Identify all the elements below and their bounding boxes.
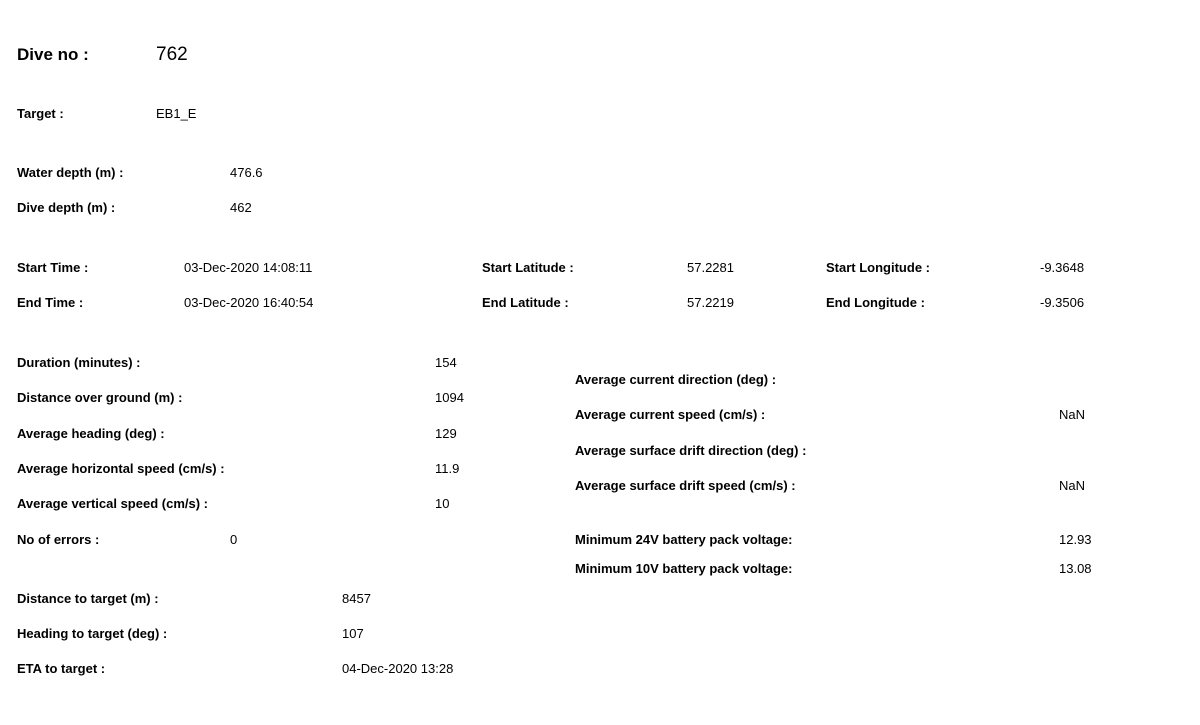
start-time-label: Start Time :	[17, 260, 89, 275]
distance-to-target-label: Distance to target (m) :	[17, 591, 159, 606]
avg-current-speed-value: NaN	[1059, 407, 1086, 422]
avg-heading-value: 129	[435, 426, 457, 441]
heading-to-target-value: 107	[342, 626, 364, 641]
start-latitude-label: Start Latitude :	[482, 260, 574, 275]
start-longitude-label: Start Longitude :	[826, 260, 930, 275]
avg-horizontal-speed-label: Average horizontal speed (cm/s) :	[17, 461, 225, 476]
avg-surface-drift-speed-label: Average surface drift speed (cm/s) :	[575, 478, 796, 493]
end-time-value: 03-Dec-2020 16:40:54	[184, 295, 314, 310]
min-24v-battery-label: Minimum 24V battery pack voltage:	[575, 532, 793, 547]
distance-over-ground-label: Distance over ground (m) :	[17, 390, 183, 405]
target-value: EB1_E	[156, 106, 197, 121]
errors-label: No of errors :	[17, 532, 100, 547]
avg-surface-drift-direction-label: Average surface drift direction (deg) :	[575, 443, 807, 458]
duration-label: Duration (minutes) :	[17, 355, 141, 370]
start-time-value: 03-Dec-2020 14:08:11	[184, 260, 313, 275]
dive-no-value: 762	[156, 44, 188, 65]
min-10v-battery-value: 13.08	[1059, 561, 1092, 576]
distance-over-ground-value: 1094	[435, 390, 464, 405]
dive-no-label: Dive no :	[17, 45, 89, 64]
dive-depth-label: Dive depth (m) :	[17, 200, 116, 215]
avg-horizontal-speed-value: 11.9	[435, 461, 460, 476]
min-24v-battery-value: 12.93	[1059, 532, 1092, 547]
min-10v-battery-label: Minimum 10V battery pack voltage:	[575, 561, 793, 576]
end-longitude-value: -9.3506	[1040, 295, 1085, 310]
end-latitude-value: 57.2219	[687, 295, 734, 310]
water-depth-label: Water depth (m) :	[17, 165, 124, 180]
duration-value: 154	[435, 355, 457, 370]
avg-vertical-speed-label: Average vertical speed (cm/s) :	[17, 496, 208, 511]
start-longitude-value: -9.3648	[1040, 260, 1085, 275]
distance-to-target-value: 8457	[342, 591, 371, 606]
start-latitude-value: 57.2281	[687, 260, 734, 275]
errors-value: 0	[230, 532, 238, 547]
avg-vertical-speed-value: 10	[435, 496, 450, 511]
avg-heading-label: Average heading (deg) :	[17, 426, 165, 441]
heading-to-target-label: Heading to target (deg) :	[17, 626, 168, 641]
end-longitude-label: End Longitude :	[826, 295, 925, 310]
eta-to-target-value: 04-Dec-2020 13:28	[342, 661, 454, 676]
end-time-label: End Time :	[17, 295, 84, 310]
avg-surface-drift-speed-value: NaN	[1059, 478, 1086, 493]
eta-to-target-label: ETA to target :	[17, 661, 106, 676]
target-label: Target :	[17, 106, 64, 121]
dive-depth-value: 462	[230, 200, 252, 215]
water-depth-value: 476.6	[230, 165, 263, 180]
end-latitude-label: End Latitude :	[482, 295, 569, 310]
avg-current-direction-label: Average current direction (deg) :	[575, 372, 777, 387]
avg-current-speed-label: Average current speed (cm/s) :	[575, 407, 766, 422]
